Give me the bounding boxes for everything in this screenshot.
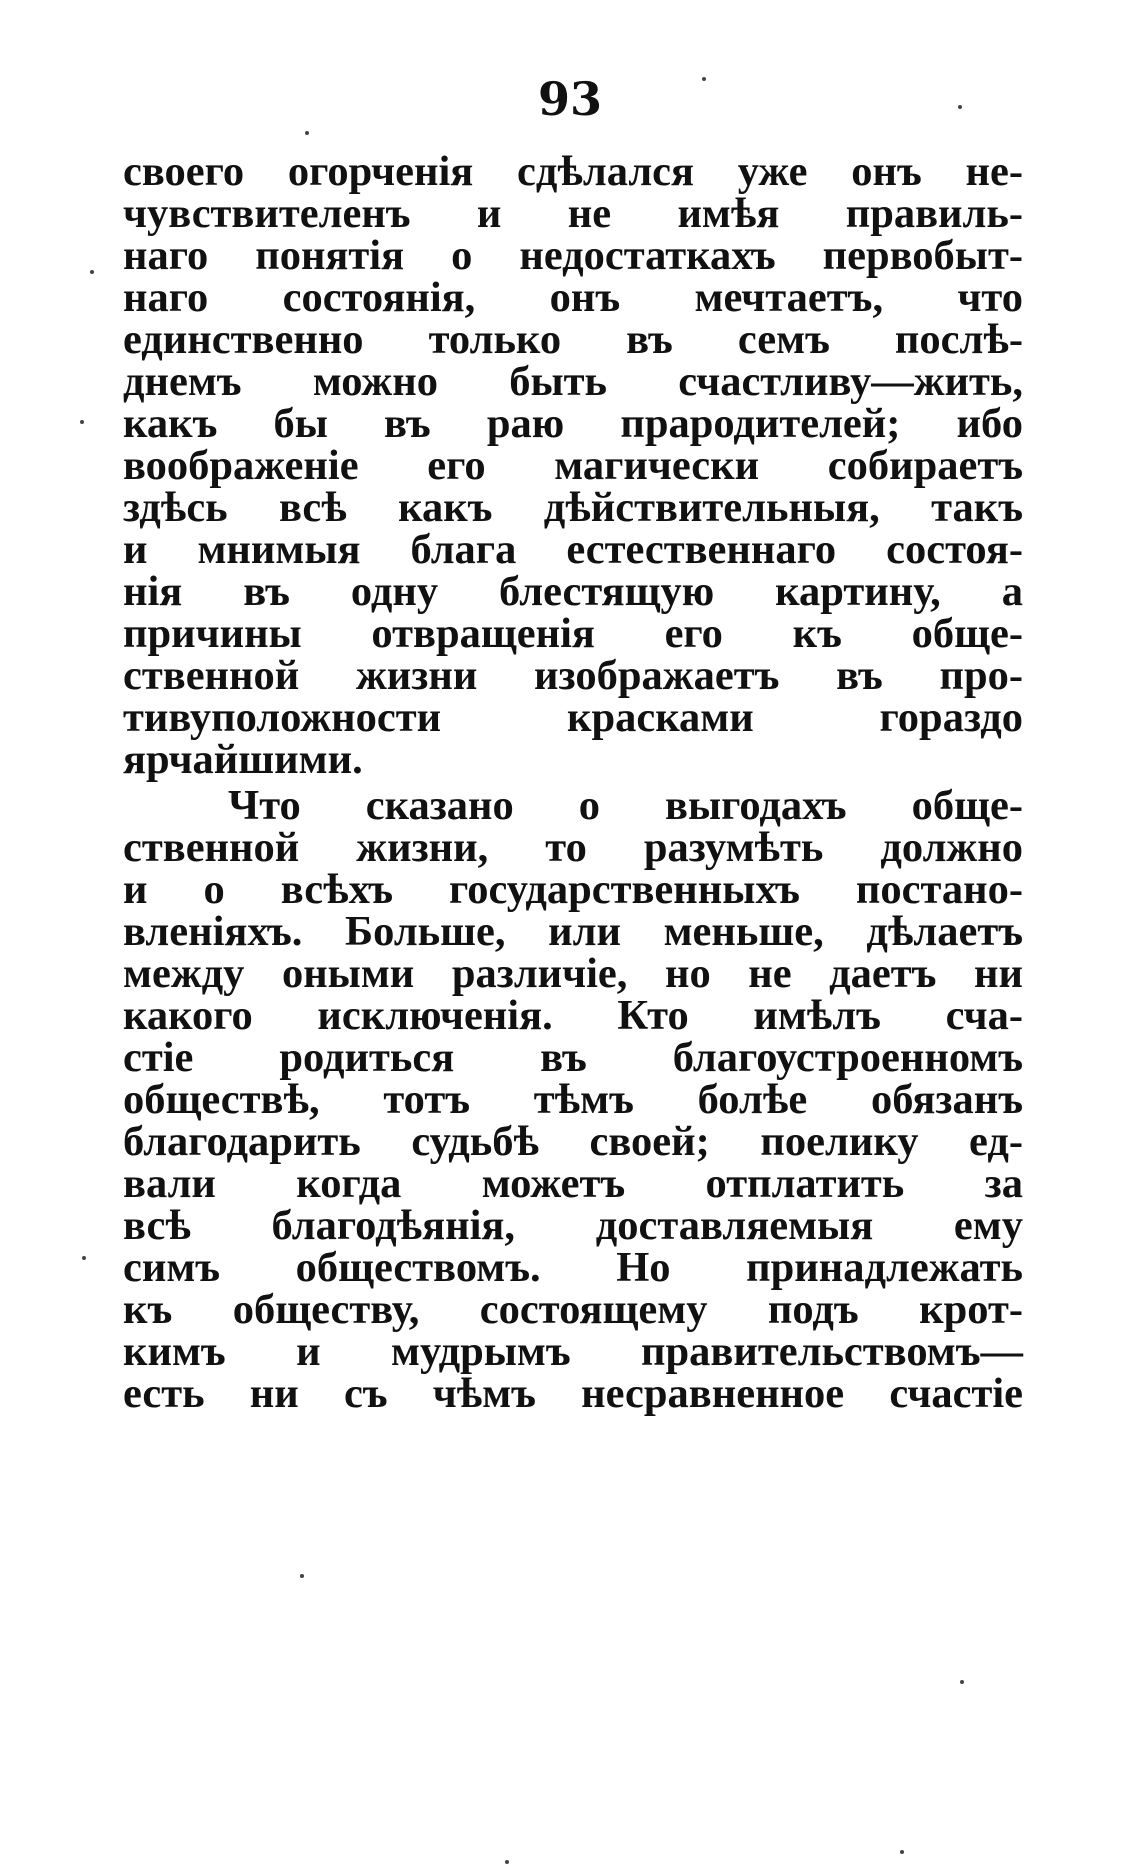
text-line: кимъ и мудрымъ правительствомъ—	[123, 1328, 1023, 1375]
text-line: днемъ можно быть счастливу—жить,	[123, 358, 1023, 405]
text-line: нія въ одну блестящую картину, а	[123, 568, 1023, 615]
text-line: ярчайшими.	[123, 736, 363, 783]
text-line: всѣ благодѣянія, доставляемыя ему	[123, 1202, 1023, 1249]
text-line: своего огорченія сдѣлался уже онъ не-	[123, 148, 1023, 195]
scan-speck	[960, 1680, 964, 1684]
text-line: вленіяхъ. Больше, или меньше, дѣлаетъ	[123, 908, 1023, 955]
scan-speck	[80, 420, 84, 424]
text-line: чувствителенъ и не имѣя правиль-	[123, 190, 1023, 237]
text-line: здѣсь всѣ какъ дѣйствительныя, такъ	[123, 484, 1023, 531]
scan-speck	[300, 1574, 304, 1578]
text-line: обществѣ, тотъ тѣмъ болѣе обязанъ	[123, 1076, 1023, 1123]
text-line: причины отвращенія его къ обще-	[123, 610, 1023, 657]
text-line: воображеніе его магически собираетъ	[123, 442, 1023, 489]
text-line: тивуположности красками гораздо	[123, 694, 1023, 741]
text-line: и о всѣхъ государственныхъ постано-	[123, 866, 1023, 913]
text-line: какъ бы въ раю прародителей; ибо	[123, 400, 1023, 447]
text-line: какого исключенія. Кто имѣлъ сча-	[123, 992, 1023, 1039]
text-line: наго понятія о недостаткахъ первобыт-	[123, 232, 1023, 279]
scan-speck	[82, 1256, 86, 1260]
scan-speck	[900, 1850, 904, 1854]
scan-speck	[90, 270, 94, 274]
text-line: ственной жизни, то разумѣть должно	[123, 824, 1023, 871]
text-line: вали когда можетъ отплатить за	[123, 1160, 1023, 1207]
text-line: наго состоянія, онъ мечтаетъ, что	[123, 274, 1023, 321]
text-line: ственной жизни изображаетъ въ про-	[123, 652, 1023, 699]
scan-speck	[702, 77, 706, 81]
scan-speck	[305, 131, 309, 135]
text-line: есть ни съ чѣмъ несравненное счастіе	[123, 1370, 1023, 1417]
text-line: Что сказано о выгодахъ обще-	[228, 782, 1023, 829]
text-line: между оными различіе, но не даетъ ни	[123, 950, 1023, 997]
scan-speck	[958, 105, 962, 109]
scan-speck	[505, 1860, 509, 1864]
page-number: 93	[537, 72, 602, 126]
text-line: единственно только въ семъ послѣ-	[123, 316, 1023, 363]
text-line: стіе родиться въ благоустроенномъ	[123, 1034, 1023, 1081]
text-line: симъ обществомъ. Но принадлежать	[123, 1244, 1023, 1291]
text-line: и мнимыя блага естественнаго состоя-	[123, 526, 1023, 573]
text-line: благодарить судьбѣ своей; поелику ед-	[123, 1118, 1023, 1165]
text-line: къ обществу, состоящему подъ крот-	[123, 1286, 1023, 1333]
